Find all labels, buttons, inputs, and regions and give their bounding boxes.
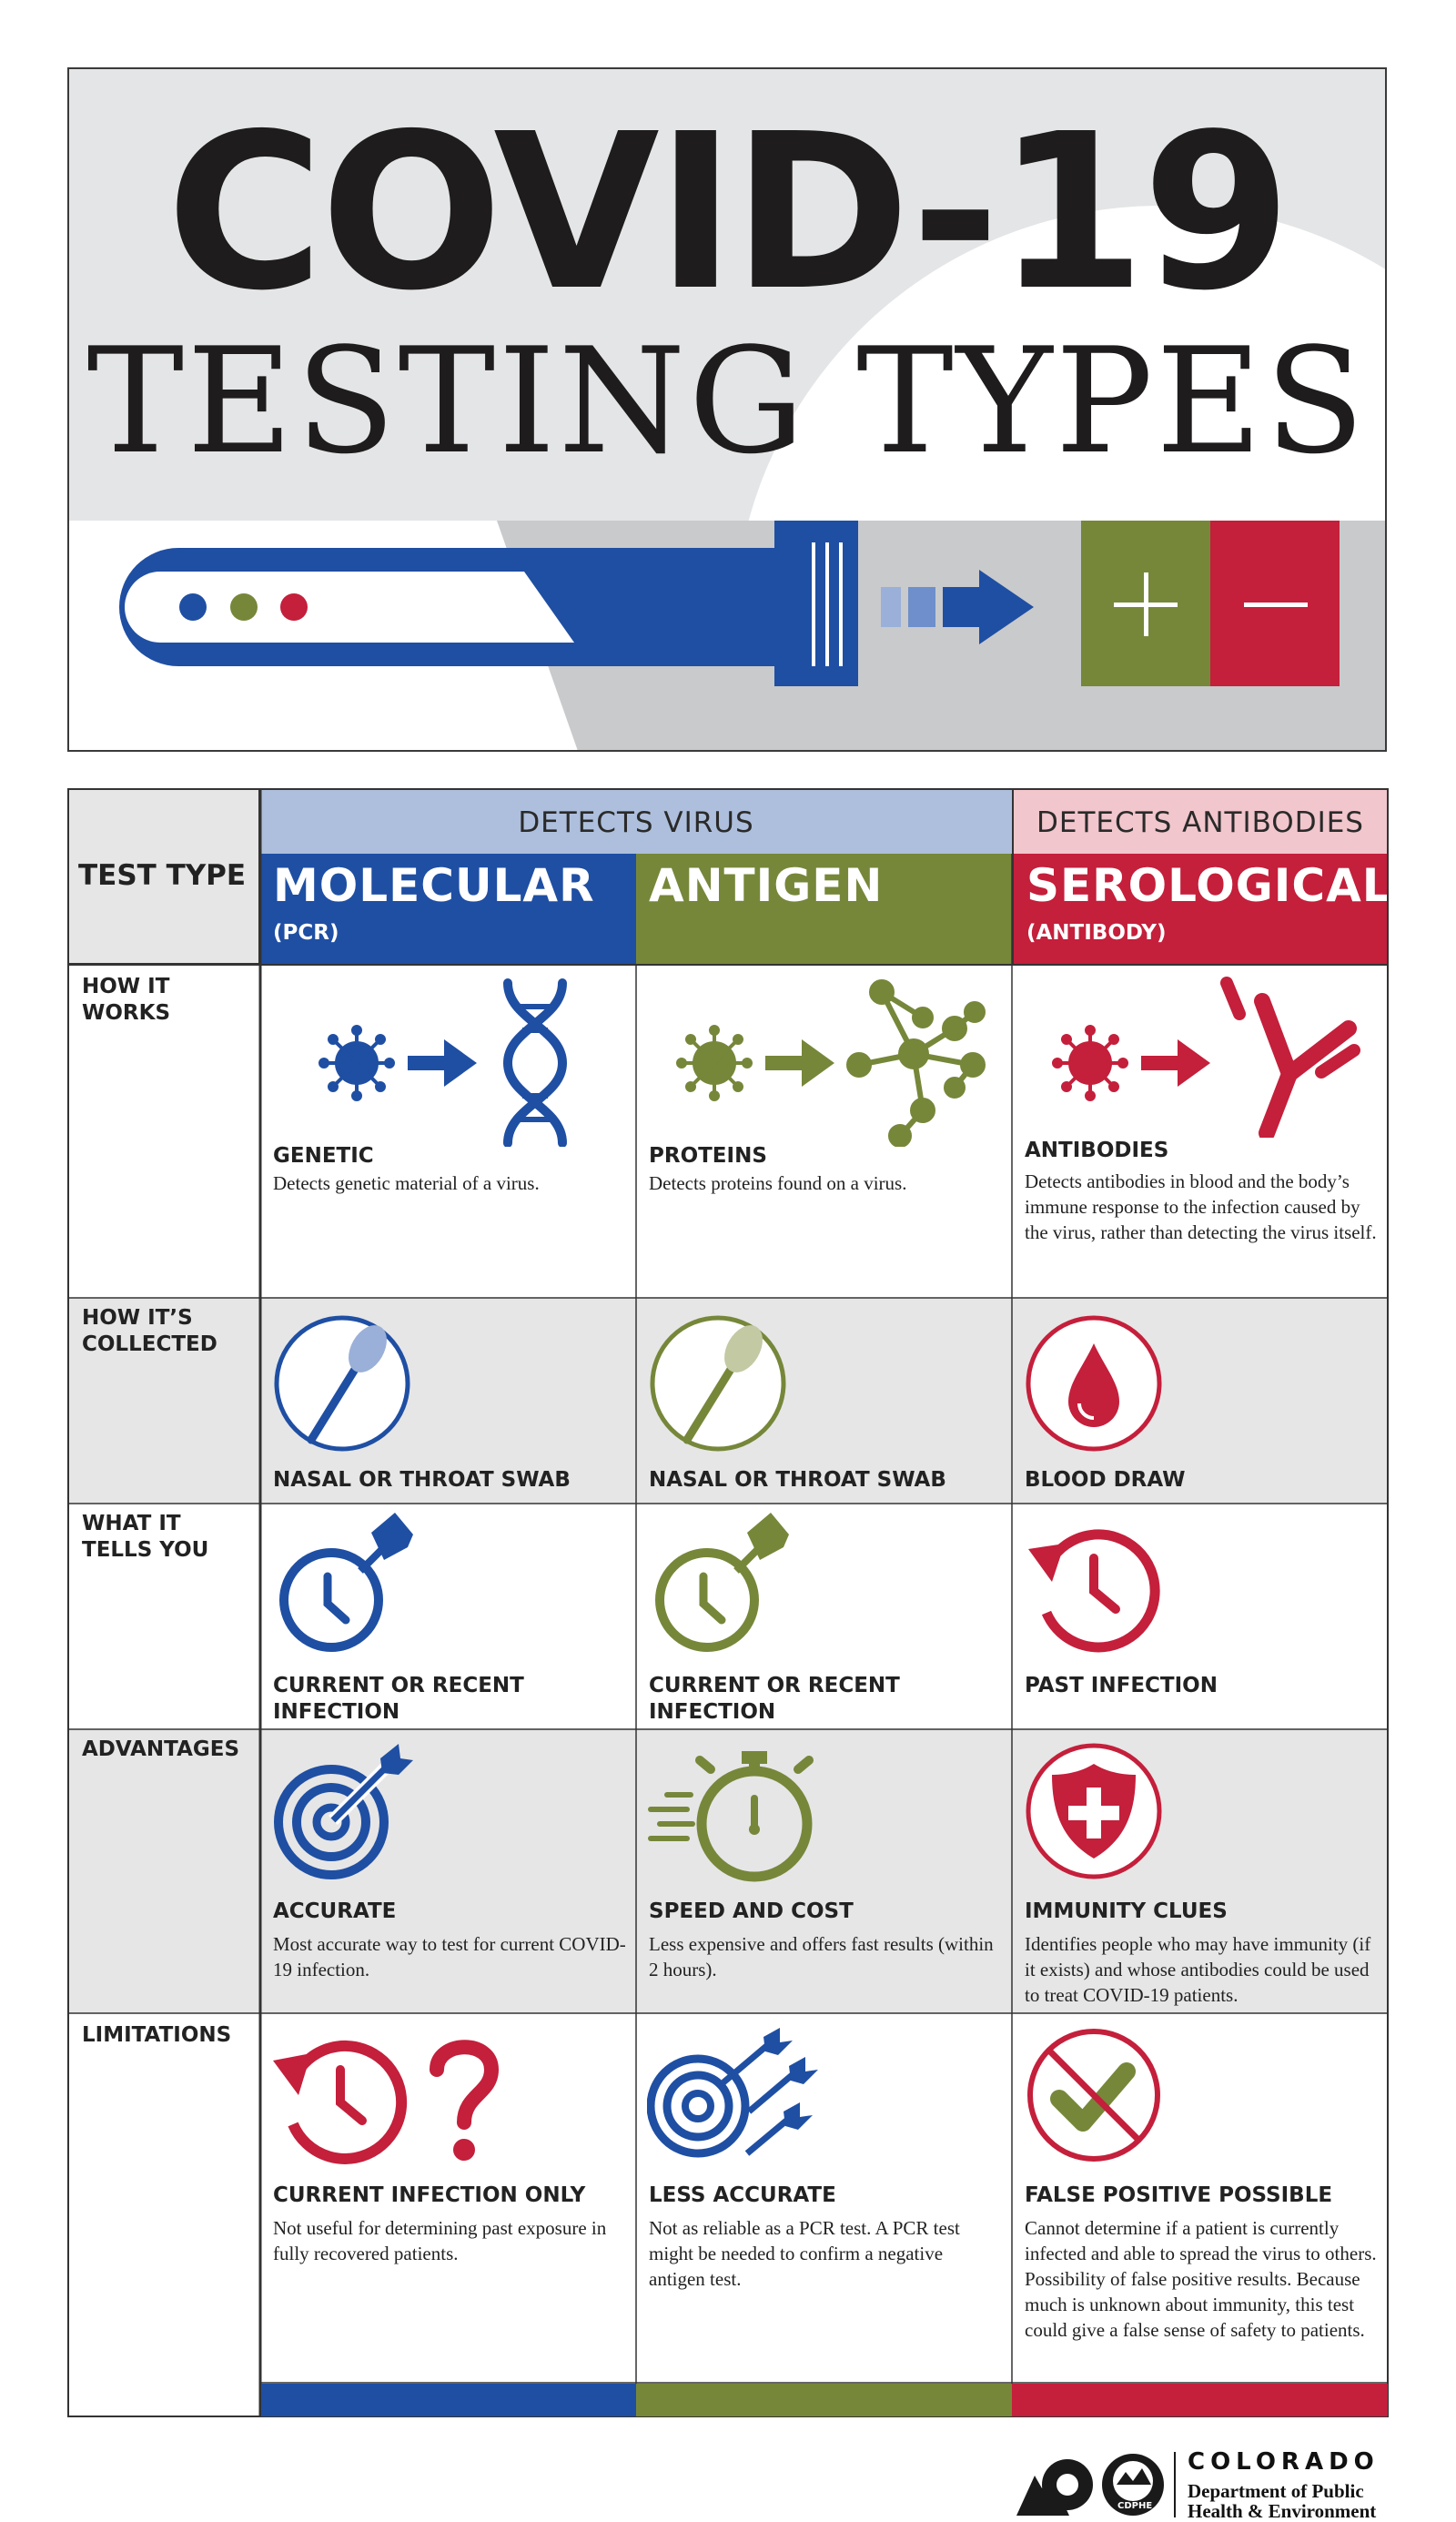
serological-collected-text: BLOOD DRAW	[1025, 1468, 1186, 1492]
antigen-works-desc: Detects proteins found on a virus.	[649, 1172, 907, 1194]
testing-types-table	[67, 788, 1392, 2417]
molecular-limitations	[260, 2013, 636, 2383]
department-text: Department of Public Health & Environment	[1188, 2480, 1377, 2522]
serological-subtitle: (ANTIBODY)	[1026, 921, 1167, 945]
header-banner	[67, 67, 1387, 752]
colorado-logo-icon	[1015, 2448, 1178, 2517]
title-covid19: COVID-19	[166, 87, 1289, 338]
serological-adv-heading: IMMUNITY CLUES	[1025, 1899, 1228, 1923]
serological-lim-heading: FALSE POSITIVE POSSIBLE	[1025, 2183, 1333, 2207]
row-label-what-it-tells: WHAT IT TELLS YOU	[82, 1512, 209, 1562]
blood-drop-icon	[1023, 1312, 1168, 1458]
swab-icon	[647, 1312, 793, 1458]
shield-cross-icon	[1023, 1740, 1168, 1886]
clock-pin-icon	[647, 1513, 793, 1658]
serological-limitations	[1012, 2013, 1389, 2383]
serological-collected	[1012, 1298, 1389, 1504]
molecular-works-heading: GENETIC	[273, 1144, 374, 1168]
molecular-how-it-works	[260, 965, 636, 1298]
antigen-adv-heading: SPEED AND COST	[649, 1899, 854, 1923]
molecular-collected	[260, 1298, 636, 1504]
antigen-how-it-works	[636, 965, 1012, 1298]
molecular-title: MOLECULAR	[273, 859, 595, 912]
serological-tells-text: PAST INFECTION	[1025, 1674, 1218, 1697]
detects-antibodies-band: DETECTS ANTIBODIES	[1012, 788, 1389, 854]
molecular-tells	[260, 1504, 636, 1729]
missed-target-icon	[647, 2028, 829, 2164]
molecular-adv-heading: ACCURATE	[273, 1899, 397, 1923]
molecular-adv-desc: Most accurate way to test for current COVID-19 infection.	[273, 1933, 626, 1980]
molecular-subtitle: (PCR)	[273, 921, 339, 945]
molecular-advantages	[260, 1729, 636, 2013]
past-clock-icon	[1023, 1513, 1168, 1658]
antigen-tells	[636, 1504, 1012, 1729]
target-icon	[271, 1740, 417, 1886]
serological-adv-desc: Identifies people who may have immunity (if it exists) and whose antibodies could be used to treat COVID-19 patients.	[1025, 1933, 1371, 2006]
stopwatch-icon	[647, 1738, 829, 1884]
title-testing-types: TESTING TYPES	[86, 316, 1368, 486]
molecular-works-desc: Detects genetic material of a virus.	[273, 1172, 540, 1194]
antigen-tells-text: CURRENT OR RECENT INFECTION	[649, 1674, 900, 1724]
serological-works-desc: Detects antibodies in blood and the body’s immune response to the infection caused by the virus, rather than detecting the virus itself.	[1025, 1170, 1377, 1243]
virus-to-antibody-icon	[1030, 974, 1376, 1138]
molecular-collected-text: NASAL OR THROAT SWAB	[273, 1468, 571, 1492]
serological-title: SEROLOGICAL	[1026, 859, 1392, 912]
row-label-how-collected: HOW IT’S COLLECTED	[82, 1306, 217, 1356]
serological-lim-desc: Cannot determine if a patient is currently infected and able to spread the virus to others. Possibility of false positive results. Because much is unknown about immunity, this test could give a false sense of safety to patients.	[1025, 2217, 1377, 2341]
antigen-lim-desc: Not as reliable as a PCR test. A PCR test might be needed to confirm a negative antigen test.	[649, 2217, 960, 2290]
no-checkmark-icon	[1023, 2024, 1168, 2170]
antigen-works-heading: PROTEINS	[649, 1144, 767, 1168]
antigen-collected	[636, 1298, 1012, 1504]
clock-question-icon	[269, 2024, 506, 2170]
row-label-advantages: ADVANTAGES	[82, 1737, 240, 1761]
antigen-advantages	[636, 1729, 1012, 2013]
swab-icon	[271, 1312, 417, 1458]
serological-tells	[1012, 1504, 1389, 1729]
virus-to-dna-icon	[306, 974, 597, 1147]
row-label-how-it-works: HOW IT WORKS	[82, 975, 171, 1025]
antigen-adv-desc: Less expensive and offers fast results (within 2 hours).	[649, 1933, 994, 1980]
cdphe-logo	[1015, 2448, 1397, 2522]
serological-advantages	[1012, 1729, 1389, 2013]
colorado-text: COLORADO	[1188, 2448, 1380, 2476]
test-strip-icon	[69, 69, 1387, 752]
test-type-label: TEST TYPE	[78, 859, 247, 892]
molecular-tells-text: CURRENT OR RECENT INFECTION	[273, 1674, 524, 1724]
seal-text: CDPHE	[1117, 2501, 1153, 2511]
antigen-lim-heading: LESS ACCURATE	[649, 2183, 836, 2207]
antigen-limitations	[636, 2013, 1012, 2383]
serological-works-heading: ANTIBODIES	[1025, 1139, 1169, 1162]
serological-how-it-works	[1012, 965, 1389, 1298]
molecular-lim-desc: Not useful for determining past exposure in fully recovered patients.	[273, 2217, 607, 2264]
row-label-limitations: LIMITATIONS	[82, 2023, 232, 2047]
virus-to-protein-icon	[654, 974, 1000, 1147]
antigen-collected-text: NASAL OR THROAT SWAB	[649, 1468, 946, 1492]
antigen-title: ANTIGEN	[649, 859, 884, 912]
clock-pin-icon	[271, 1513, 417, 1658]
molecular-lim-heading: CURRENT INFECTION ONLY	[273, 2183, 586, 2207]
detects-virus-band: DETECTS VIRUS	[260, 788, 1012, 854]
